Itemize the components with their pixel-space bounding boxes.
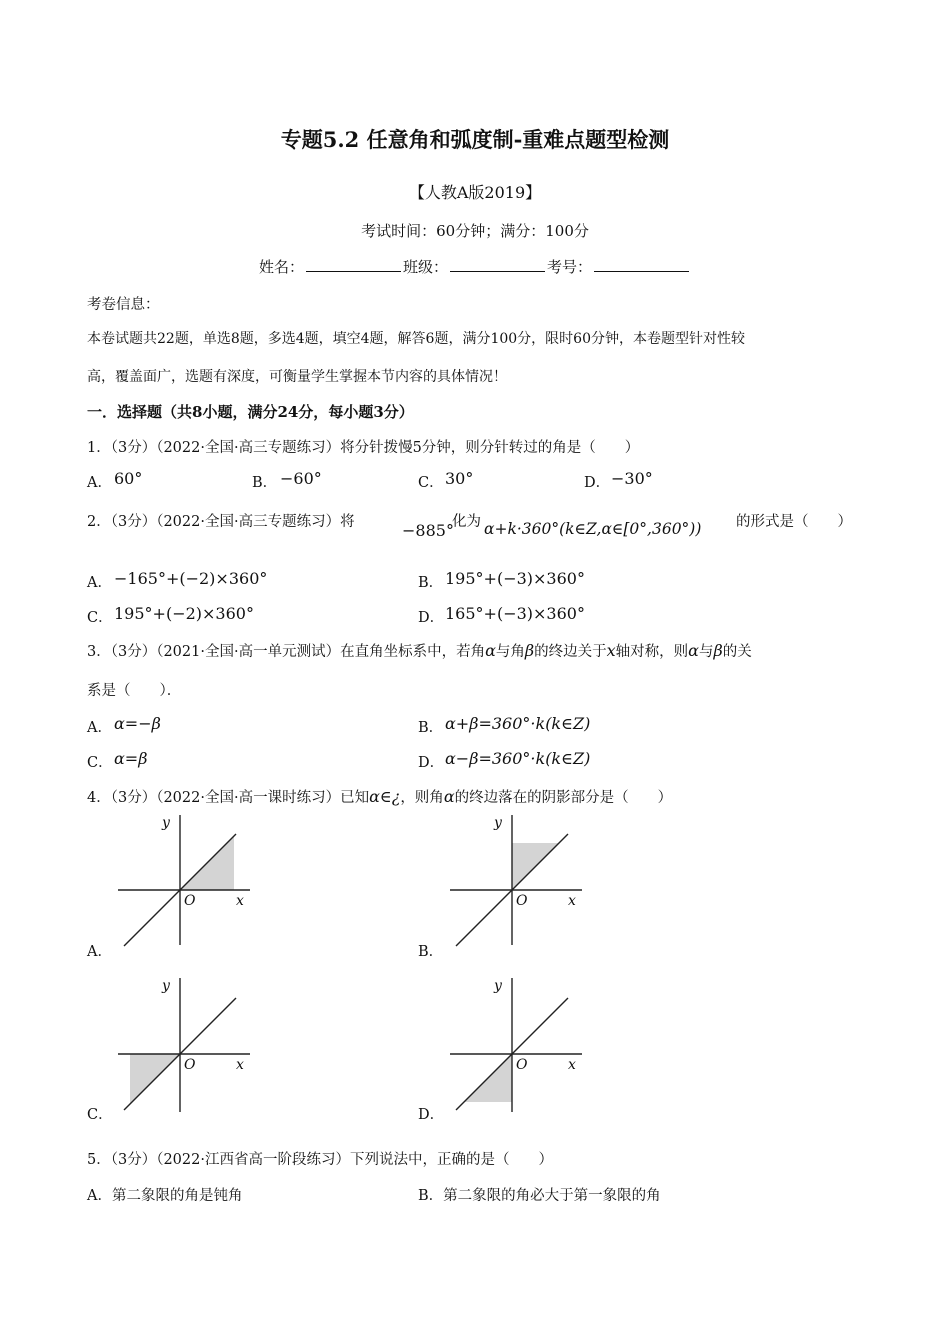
- q1-option-a: 60°: [114, 469, 143, 488]
- graph-c-x-label: x: [236, 1057, 244, 1073]
- graph-d-y-label: y: [494, 978, 502, 994]
- q2-option-c: 195°+(−2)×360°: [114, 604, 254, 623]
- q4-stem-a: 4．（3分）（2022·全国·高一课时练习）已知: [87, 790, 370, 806]
- question-2-stem-a: 2．（3分）（2022·全国·高三专题练习）将: [87, 514, 355, 530]
- edition-label: 【人教A版2019】: [408, 183, 542, 202]
- graph-b-svg: [444, 815, 594, 950]
- question-4-stem: [87, 786, 672, 807]
- name-blank[interactable]: [306, 257, 401, 272]
- q3-stem-b: 与角: [495, 644, 525, 660]
- graph-d-svg: [444, 978, 594, 1116]
- q1-option-d-label: D．: [584, 475, 611, 491]
- graph-c-origin-label: O: [184, 1057, 196, 1073]
- q4-stem-c: 的终边落在的阴影部分是（ ）: [454, 790, 673, 806]
- q3-option-c: α=β: [114, 749, 148, 768]
- question-2-stem-c: 的形式是（ ）: [736, 514, 852, 530]
- q3-stem-e: 与: [698, 644, 714, 660]
- q1-option-b-label: B．: [252, 475, 278, 491]
- q3-stem-f: 的关: [722, 644, 752, 660]
- q3-beta-2: β: [713, 641, 723, 660]
- graph-a-x-label: x: [236, 893, 244, 909]
- q2-option-a-label: A．: [87, 575, 112, 591]
- q3-option-d-label: D．: [418, 755, 445, 771]
- q2-option-c-label: C．: [87, 610, 113, 626]
- exam-no-blank[interactable]: [594, 257, 689, 272]
- question-3-stem: [87, 640, 752, 661]
- q2-math-a: −885°: [402, 521, 454, 540]
- q5-option-b: B．第二象限的角必大于第一象限的角: [418, 1188, 661, 1204]
- q5-option-a: A．第二象限的角是钝角: [87, 1188, 243, 1204]
- q3-stem-c: 的终边关于: [534, 644, 607, 660]
- exam-no-label: 考号：: [547, 258, 593, 276]
- q4-math-a: α∈¿: [369, 787, 401, 806]
- info-label: 考卷信息：: [87, 297, 160, 313]
- time-info: 考试时间：60分钟；满分：100分: [361, 222, 589, 240]
- q2-option-a: −165°+(−2)×360°: [114, 569, 268, 588]
- q3-option-a-label: A．: [87, 720, 112, 736]
- q1-option-c-label: C．: [418, 475, 444, 491]
- info-line2: 高，覆盖面广，选题有深度，可衡量学生掌握本节内容的具体情况！: [87, 369, 507, 385]
- q2-option-d-label: D．: [418, 610, 445, 626]
- q1-option-c: 30°: [445, 469, 474, 488]
- graph-b-y-label: y: [494, 815, 502, 831]
- graph-c[interactable]: [112, 978, 262, 1116]
- graph-a-origin-label: O: [184, 893, 196, 909]
- graph-b[interactable]: [444, 815, 594, 950]
- class-blank[interactable]: [450, 257, 545, 272]
- question-2-stem-b: 化为: [452, 514, 481, 530]
- name-label: 姓名：: [258, 258, 304, 276]
- q3-option-b: α+β=360°·k(k∈Z): [445, 714, 591, 733]
- question-3-stem-line2: 系是（ ）．: [87, 683, 182, 699]
- q2-option-d: 165°+(−3)×360°: [445, 604, 585, 623]
- q3-alpha: α: [485, 641, 496, 660]
- page-title: 专题5.2 任意角和弧度制-重难点题型检测: [280, 127, 670, 152]
- question-1-stem: 1．（3分）（2022·全国·高三专题练习）将分针拨慢5分钟，则分针转过的角是（ ）: [87, 440, 640, 456]
- q4-option-b-label[interactable]: B．: [418, 944, 444, 960]
- section-heading: 一．选择题（共8小题，满分24分，每小题3分）: [87, 403, 414, 421]
- q2-option-b-label: B．: [418, 575, 444, 591]
- q3-option-c-label: C．: [87, 755, 113, 771]
- q4-alpha: α: [443, 787, 455, 806]
- graph-c-y-label: y: [162, 978, 170, 994]
- q3-x: x: [606, 641, 616, 660]
- q4-option-c-label[interactable]: C．: [87, 1107, 113, 1123]
- q3-option-b-label: B．: [418, 720, 444, 736]
- graph-a-svg: [112, 815, 262, 950]
- q1-option-b: −60°: [280, 469, 322, 488]
- q1-option-a-label: A．: [87, 475, 112, 491]
- q3-beta: β: [524, 641, 535, 660]
- q3-option-a: α=−β: [114, 714, 161, 733]
- q4-option-d-label[interactable]: D．: [418, 1107, 445, 1123]
- graph-b-origin-label: O: [516, 893, 528, 909]
- graph-d-x-label: x: [568, 1057, 576, 1073]
- graph-a[interactable]: [112, 815, 262, 950]
- q4-option-a-label[interactable]: A．: [87, 944, 112, 960]
- graph-d-origin-label: O: [516, 1057, 528, 1073]
- graph-d[interactable]: [444, 978, 594, 1116]
- q3-stem-d: 轴对称，则: [615, 644, 689, 660]
- student-info-row: [0, 256, 950, 277]
- q3-option-d: α−β=360°·k(k∈Z): [445, 749, 591, 768]
- graph-c-svg: [112, 978, 262, 1116]
- q3-alpha-2: α: [688, 641, 699, 660]
- graph-a-y-label: y: [162, 815, 170, 831]
- q2-option-b: 195°+(−3)×360°: [445, 569, 585, 588]
- graph-b-x-label: x: [568, 893, 576, 909]
- class-label: 班级：: [402, 258, 448, 276]
- info-line1: 本卷试题共22题，单选8题，多选4题，填空4题，解答6题，满分100分，限时60分钟，本卷题型针对性较: [87, 331, 745, 347]
- q4-stem-b: ，则角: [400, 790, 444, 806]
- q3-stem-a: 3．（3分）（2021·全国·高一单元测试）在直角坐标系中，若角: [87, 644, 486, 660]
- q2-math-b: α+k·360°(k∈Z,α∈[0°,360°)): [484, 520, 702, 538]
- question-5-stem: 5．（3分）（2022·江西省高一阶段练习）下列说法中，正确的是（ ）: [87, 1152, 553, 1168]
- q1-option-d: −30°: [611, 469, 653, 488]
